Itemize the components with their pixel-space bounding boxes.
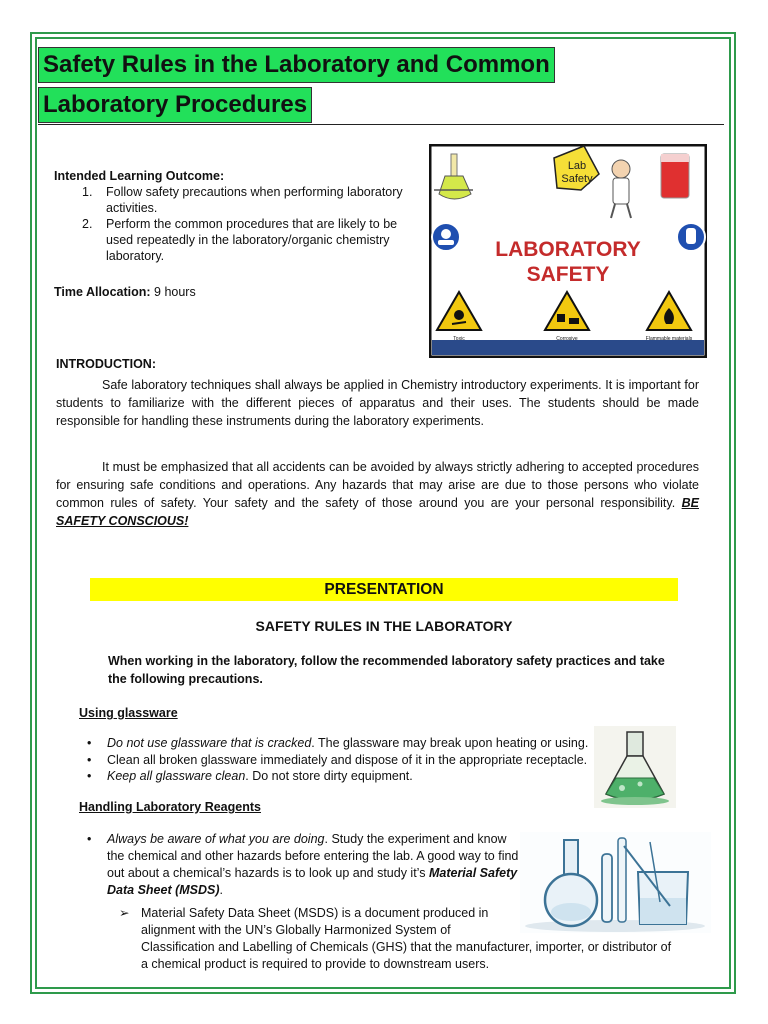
outcome-text: Perform the common procedures that are likely to be used repeatedly in the laboratory/organic chemistry laboratory. [106,217,398,263]
goggles-icon [432,223,460,251]
poster-heading-line-2: SAFETY [526,263,610,286]
title-line-2: Laboratory Procedures [38,87,312,123]
lab-sign-text-line-1: Lab [567,160,587,172]
poster-heading-line-1: LABORATORY [495,238,641,261]
list-item: • Always be aware of what you are doing. Study the experiment and know the chemical and other hazards before entering the lab. A good way to find out about a chemical’s hazards is to look up and study it’s Material Safety Data Sheet (MSDS). [87,832,519,897]
erlenmeyer-flask-illustration [594,726,676,808]
introduction-heading: INTRODUCTION: [56,357,156,371]
reagents-rules-list [79,831,527,899]
glassware-rules-list [79,735,589,785]
presentation-banner-label: PRESENTATION [324,581,444,598]
flammable-label: Flammable materials [645,336,693,342]
arrow-bullet-icon: ➢ [119,906,130,920]
list-item: • Clean all broken glassware immediately and dispose of it in the appropriate receptacle. [87,752,588,767]
laboratory-glassware-illustration [520,832,711,933]
outcome-number: 1. [82,185,93,199]
using-glassware-heading: Using glassware [79,706,178,720]
time-allocation-label: Time Allocation: [54,285,151,299]
time-allocation [54,284,196,300]
toxic-label: Toxic [453,336,465,342]
learning-outcome-section [54,168,410,264]
introduction-paragraph-2 [56,458,699,530]
lab-sign-text-line-2: Safety [561,173,593,185]
glassware-rule-text: . The glassware may break upon heating or using. [311,736,589,750]
list-item: • Keep all glassware clean. Do not store dirty equipment. [87,769,413,783]
glassware-rule-emphasis: Keep all glassware clean [107,769,246,783]
gloves-icon [677,223,705,251]
glassware-rule-text: Clean all broken glassware immediately and dispose of it in the appropriate receptacle. [107,752,588,767]
glassware-rule-emphasis: Do not use glassware that is cracked [107,736,312,750]
time-allocation-value: 9 hours [154,285,196,299]
handling-reagents-heading: Handling Laboratory Reagents [79,800,261,814]
laboratory-safety-poster [429,144,707,358]
title-line-1: Safety Rules in the Laboratory and Common [38,47,555,83]
introduction-paragraph-1 [56,376,699,430]
introduction-text-2: It must be emphasized that all accidents can be avoided by always strictly adhering to accepted procedures for ensuring safe conditions and operations. Any hazards that may arise are due to those persons who violate common rules of safety. Your safety and the safety of those around you are your personal responsibility. [56,460,699,510]
outcome-item [82,216,410,264]
glassware-rule-text: . Do not store dirty equipment. [245,769,413,783]
introduction-text-1: Safe laboratory techniques shall always be applied in Chemistry introductory experiments. It is important for students to familiarize with the different pieces of apparatus and their uses. The students should be made responsible for handling these instruments during the laboratory experiments. [56,378,699,428]
list-item: • Do not use glassware that is cracked. The glassware may break upon heating or using. [87,736,589,750]
safety-rules-subheading: SAFETY RULES IN THE LABORATORY [255,618,513,634]
beaker-icon [661,154,689,198]
msds-term: Material Safety Data Sheet (MSDS) [107,866,518,897]
reagent-rule-end: . [219,883,224,897]
outcome-number: 2. [82,217,93,231]
reagent-rule-emphasis: Always be aware of what you are doing [107,832,325,846]
title-divider [38,124,724,125]
be-safety-conscious-emphasis: BE SAFETY CONSCIOUS! [56,496,699,528]
learning-outcome-heading: Intended Learning Outcome: [54,169,225,183]
learning-outcome-list [82,184,410,264]
corrosive-label: Corrosive [556,336,578,342]
reagent-rule-text: . Study the experiment and know the chemical and other hazards before entering the lab. A good way to find out about a chemical’s hazards is to look up and study it’s [107,832,519,880]
outcome-item [82,184,410,216]
msds-definition-sentence: Material Safety Data Sheet (MSDS) is a document produced in alignment with the UN’s Globally Harmonized System of Classification and Labelling of Chemicals (GHS) that the manufacturer, importer, or distributor of a chemical product is required to provide to downstream users. [141,906,672,971]
outcome-text: Follow safety precautions when performing laboratory activities. [106,185,403,215]
presentation-lead-paragraph: When working in the laboratory, follow the recommended laboratory safety practices and take the following precautions. [108,654,665,686]
